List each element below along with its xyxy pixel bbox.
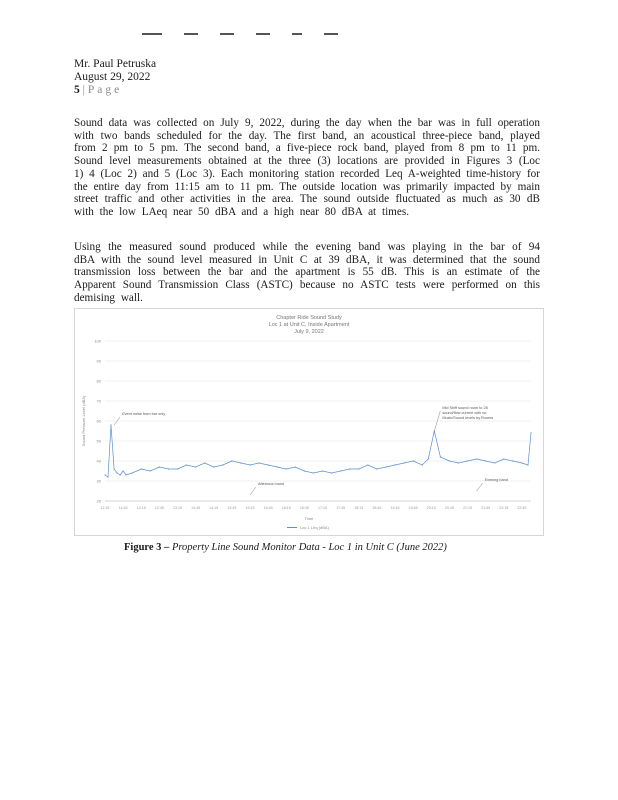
x-tick-label: 11:15: [100, 506, 110, 510]
data-point: [467, 460, 468, 461]
figure-caption-label: Figure 3 –: [124, 542, 170, 553]
chart-title-line: Chapter Ride Sound Study: [276, 315, 342, 321]
data-point: [413, 460, 414, 461]
data-point: [113, 468, 114, 469]
data-point: [120, 474, 121, 475]
data-point: [168, 468, 169, 469]
header-mark: [292, 33, 302, 35]
data-point: [268, 464, 269, 465]
y-tick-label: 80: [96, 378, 101, 384]
x-tick-label: 15:15: [245, 506, 255, 510]
data-point: [286, 468, 287, 469]
data-point: [349, 468, 350, 469]
header-mark: [324, 33, 338, 35]
data-point: [116, 472, 117, 473]
header-mark: [256, 33, 270, 35]
data-point: [440, 456, 441, 457]
x-tick-label: 16:45: [299, 506, 309, 510]
data-point: [177, 468, 178, 469]
x-tick-label: 14:15: [209, 506, 219, 510]
sound-level-chart: [75, 309, 543, 535]
data-point: [512, 460, 513, 461]
data-point: [476, 458, 477, 459]
x-tick-label: 12:15: [136, 506, 146, 510]
letter-heading: [74, 58, 156, 97]
data-point: [331, 472, 332, 473]
data-point: [110, 424, 111, 425]
body-paragraph-1: Sound data was collected on July 9, 2022, during the day when the bar was in full operation with two bands scheduled for the day. The first band, an acoustical three-piece band, played from 2 pm to 5 pm. The second band, a five-piece rock band, played from 8 pm to 11 pm. Sound level measurements obtained at the three (3) locations are provided in Figures 3 (Loc 1) 4 (Loc 2) and 5 (Loc 3). Each monitoring station recorded Leq A-weighted time-history for the entire day from 11:15 am to 11 pm. The outside location was primarily impacted by main street traffic and other activities in the area. The sound outside fluctuated as much as 30 dB with the low LAeq near 50 dBA and a high near 80 dBA at times.: [74, 117, 540, 218]
data-point: [367, 464, 368, 465]
y-tick-label: 100: [94, 338, 101, 344]
x-tick-label: 17:15: [318, 506, 328, 510]
x-tick-label: 18:45: [372, 506, 382, 510]
x-tick-label: 20:45: [444, 506, 454, 510]
data-point: [458, 462, 459, 463]
chart-title-line: July 9, 2022: [294, 329, 324, 335]
x-tick-label: 13:45: [191, 506, 201, 510]
annotation-label: Mid Shift sound room to 28: [442, 406, 488, 410]
document-header-marks: [142, 31, 338, 37]
page-word: Page: [87, 84, 123, 96]
y-tick-label: 20: [96, 498, 101, 504]
x-tick-label: 18:15: [354, 506, 364, 510]
x-tick-label: 11:45: [118, 506, 128, 510]
x-tick-label: 17:45: [336, 506, 346, 510]
data-point: [159, 466, 160, 467]
annotation-label: sound/flow current with no: [442, 411, 487, 415]
recipient-name: Mr. Paul Petruska: [74, 58, 157, 70]
y-axis-label: Sound Pressure Level (dBA): [81, 395, 86, 447]
data-point: [204, 462, 205, 463]
data-point: [249, 464, 250, 465]
data-point: [277, 466, 278, 467]
y-tick-label: 40: [96, 458, 101, 464]
data-point: [503, 458, 504, 459]
data-point: [231, 460, 232, 461]
figure-caption-text: Property Line Sound Monitor Data - Loc 1 in Unit C (June 2022): [171, 542, 447, 553]
data-point: [186, 464, 187, 465]
chart-title-line: Loc 1 at Unit C, Inside Apartment: [268, 322, 350, 328]
x-tick-label: 20:15: [426, 506, 436, 510]
x-tick-label: 19:15: [390, 506, 400, 510]
x-tick-label: 16:15: [281, 506, 291, 510]
data-point: [521, 462, 522, 463]
header-mark: [184, 33, 198, 35]
annotation-label: Music/Sound levels by Rooms: [442, 416, 494, 420]
data-point: [258, 462, 259, 463]
data-point: [222, 464, 223, 465]
x-tick-label: 12:45: [154, 506, 164, 510]
data-point: [126, 474, 127, 475]
data-point: [404, 462, 405, 463]
data-point: [295, 466, 296, 467]
header-mark: [220, 33, 234, 35]
data-point: [449, 460, 450, 461]
annotation-label: Evening band: [484, 478, 508, 482]
data-point: [141, 468, 142, 469]
data-point: [385, 466, 386, 467]
annotation-label: Afternoon band: [258, 482, 284, 486]
data-point: [322, 470, 323, 471]
annotation-label: Event noise from bar only: [122, 412, 166, 416]
page-number: 5: [74, 84, 80, 96]
data-point: [530, 432, 531, 433]
data-point: [313, 472, 314, 473]
x-tick-label: 19:45: [408, 506, 418, 510]
figure-caption: [124, 542, 447, 553]
data-point: [394, 464, 395, 465]
data-point: [304, 470, 305, 471]
data-point: [527, 464, 528, 465]
y-tick-label: 50: [96, 438, 101, 444]
body-paragraph-2: Using the measured sound produced while the evening band was playing in the bar of 94 dBA with the sound level measured in Unit C at 39 dBA, it was determined that the sound transmission loss between the bar and the apartment is 55 dB. This is an estimate of the Apparent Sound Transmission Class (ASTC) because no ASTC tests were performed on this demising wall.: [74, 241, 540, 304]
x-tick-label: 15:45: [263, 506, 273, 510]
data-point: [376, 468, 377, 469]
page-separator: |: [82, 84, 85, 96]
data-point: [358, 468, 359, 469]
x-tick-label: 21:45: [481, 506, 491, 510]
data-point: [123, 470, 124, 471]
data-point: [485, 460, 486, 461]
x-tick-label: 13:15: [173, 506, 183, 510]
data-point: [107, 476, 108, 477]
x-axis-label: Time: [304, 516, 314, 521]
x-tick-label: 14:45: [227, 506, 237, 510]
x-tick-label: 21:15: [463, 506, 473, 510]
legend-label: Loc 1 Leq (dBA): [300, 525, 329, 530]
data-point: [195, 466, 196, 467]
data-point: [150, 470, 151, 471]
data-point: [104, 474, 105, 475]
header-mark: [142, 33, 162, 35]
data-point: [132, 472, 133, 473]
letter-date: August 29, 2022: [74, 71, 151, 83]
data-point: [240, 462, 241, 463]
y-tick-label: 30: [96, 478, 101, 484]
data-point: [213, 466, 214, 467]
annotation-leader: [250, 487, 256, 495]
x-tick-label: 22:15: [499, 506, 509, 510]
y-tick-label: 90: [96, 358, 101, 364]
data-point: [422, 464, 423, 465]
y-tick-label: 70: [96, 398, 101, 404]
figure-3-chart: [74, 308, 544, 536]
data-point: [494, 462, 495, 463]
data-point: [340, 470, 341, 471]
x-tick-label: 22:45: [517, 506, 527, 510]
data-point: [428, 458, 429, 459]
y-tick-label: 60: [96, 418, 101, 424]
annotation-leader: [477, 483, 483, 491]
page-indicator: [74, 84, 156, 97]
